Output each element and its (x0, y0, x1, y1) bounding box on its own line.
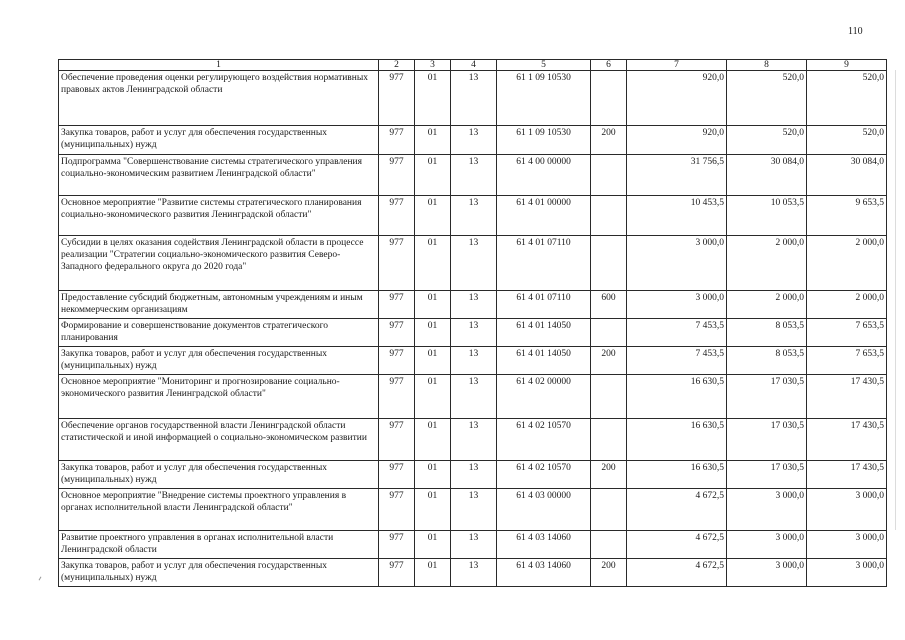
cell-admin-code: 977 (379, 559, 415, 587)
cell-admin-code: 977 (379, 236, 415, 291)
cell-subsection: 13 (451, 375, 497, 419)
cell-target-article: 61 4 01 14050 (497, 319, 591, 347)
row-name: Субсидии в целях оказания содействия Ленинградской области в процессе реализации "Стратегии социально-экономического развития Северо-Западного федерального округа до 2020 года" (59, 236, 379, 291)
row-name: Формирование и совершенствование документов стратегического планирования (59, 319, 379, 347)
cell-amount-col7: 3 000,0 (627, 291, 727, 319)
cell-section: 01 (415, 461, 451, 489)
row-name: Закупка товаров, работ и услуг для обеспечения государственных (муниципальных) нужд (59, 126, 379, 155)
scan-artifact (39, 577, 42, 581)
cell-target-article: 61 4 02 00000 (497, 375, 591, 419)
cell-amount-col7: 16 630,5 (627, 419, 727, 461)
row-name: Закупка товаров, работ и услуг для обеспечения государственных (муниципальных) нужд (59, 559, 379, 587)
header-col-8: 8 (727, 60, 807, 71)
row-name: Обеспечение проведения оценки регулирующего воздействия нормативных правовых актов Ленинградской области (59, 71, 379, 126)
table-row (59, 489, 887, 531)
cell-subsection: 13 (451, 126, 497, 155)
cell-section: 01 (415, 126, 451, 155)
cell-subsection: 13 (451, 347, 497, 375)
table-row (59, 461, 887, 489)
table-row (59, 319, 887, 347)
cell-amount-col8: 30 084,0 (727, 155, 807, 196)
cell-admin-code: 977 (379, 319, 415, 347)
cell-target-article: 61 4 01 07110 (497, 236, 591, 291)
cell-amount-col9: 520,0 (807, 126, 887, 155)
cell-amount-col7: 7 453,5 (627, 319, 727, 347)
cell-admin-code: 977 (379, 196, 415, 236)
cell-admin-code: 977 (379, 461, 415, 489)
cell-expense-type: 200 (591, 559, 627, 587)
cell-amount-col7: 10 453,5 (627, 196, 727, 236)
cell-amount-col8: 8 053,5 (727, 319, 807, 347)
cell-expense-type: 200 (591, 126, 627, 155)
row-name: Основное мероприятие "Развитие системы стратегического планирования социально-экономического развития Ленинградской области" (59, 196, 379, 236)
cell-amount-col8: 2 000,0 (727, 236, 807, 291)
cell-amount-col8: 17 030,5 (727, 375, 807, 419)
cell-section: 01 (415, 559, 451, 587)
header-col-4: 4 (451, 60, 497, 71)
header-col-7: 7 (627, 60, 727, 71)
table-row (59, 559, 887, 587)
table-row (59, 71, 887, 126)
cell-section: 01 (415, 419, 451, 461)
cell-amount-col9: 7 653,5 (807, 319, 887, 347)
cell-subsection: 13 (451, 155, 497, 196)
cell-amount-col8: 3 000,0 (727, 489, 807, 531)
header-col-9: 9 (807, 60, 887, 71)
cell-expense-type (591, 489, 627, 531)
header-col-1: 1 (59, 60, 379, 71)
cell-amount-col7: 16 630,5 (627, 461, 727, 489)
table-row (59, 347, 887, 375)
table-row (59, 236, 887, 291)
cell-amount-col8: 520,0 (727, 71, 807, 126)
row-name: Подпрограмма "Совершенствование системы стратегического управления социально-экономическим развитием Ленинградской области" (59, 155, 379, 196)
table-row (59, 375, 887, 419)
row-name: Предоставление субсидий бюджетным, автономным учреждениям и иным некоммерческим организациям (59, 291, 379, 319)
cell-target-article: 61 4 03 14060 (497, 531, 591, 559)
row-name: Развитие проектного управления в органах исполнительной власти Ленинградской области (59, 531, 379, 559)
cell-target-article: 61 4 02 10570 (497, 461, 591, 489)
table-row (59, 126, 887, 155)
header-row (59, 60, 887, 71)
cell-section: 01 (415, 375, 451, 419)
cell-expense-type (591, 196, 627, 236)
cell-subsection: 13 (451, 196, 497, 236)
cell-amount-col9: 30 084,0 (807, 155, 887, 196)
cell-amount-col8: 8 053,5 (727, 347, 807, 375)
cell-subsection: 13 (451, 71, 497, 126)
cell-target-article: 61 4 03 14060 (497, 559, 591, 587)
cell-amount-col9: 7 653,5 (807, 347, 887, 375)
cell-amount-col7: 31 756,5 (627, 155, 727, 196)
cell-amount-col9: 2 000,0 (807, 291, 887, 319)
cell-amount-col8: 2 000,0 (727, 291, 807, 319)
table-row (59, 419, 887, 461)
cell-admin-code: 977 (379, 126, 415, 155)
cell-target-article: 61 4 00 00000 (497, 155, 591, 196)
cell-amount-col8: 10 053,5 (727, 196, 807, 236)
cell-amount-col8: 520,0 (727, 126, 807, 155)
cell-admin-code: 977 (379, 531, 415, 559)
row-name: Закупка товаров, работ и услуг для обеспечения государственных (муниципальных) нужд (59, 461, 379, 489)
cell-amount-col9: 3 000,0 (807, 531, 887, 559)
cell-admin-code: 977 (379, 375, 415, 419)
cell-amount-col7: 4 672,5 (627, 489, 727, 531)
cell-target-article: 61 4 03 00000 (497, 489, 591, 531)
cell-amount-col7: 3 000,0 (627, 236, 727, 291)
header-col-2: 2 (379, 60, 415, 71)
row-name: Основное мероприятие "Внедрение системы проектного управления в органах исполнительной власти Ленинградской области" (59, 489, 379, 531)
cell-subsection: 13 (451, 531, 497, 559)
cell-admin-code: 977 (379, 347, 415, 375)
cell-amount-col9: 3 000,0 (807, 559, 887, 587)
table-row (59, 155, 887, 196)
page-number: 110 (848, 26, 863, 37)
cell-amount-col7: 920,0 (627, 71, 727, 126)
header-col-5: 5 (497, 60, 591, 71)
cell-subsection: 13 (451, 236, 497, 291)
cell-section: 01 (415, 319, 451, 347)
table-row (59, 291, 887, 319)
cell-expense-type (591, 319, 627, 347)
cell-amount-col8: 17 030,5 (727, 461, 807, 489)
cell-subsection: 13 (451, 559, 497, 587)
cell-expense-type: 200 (591, 461, 627, 489)
table-row (59, 531, 887, 559)
cell-subsection: 13 (451, 461, 497, 489)
cell-amount-col7: 16 630,5 (627, 375, 727, 419)
header-col-3: 3 (415, 60, 451, 71)
cell-expense-type (591, 155, 627, 196)
cell-target-article: 61 4 02 10570 (497, 419, 591, 461)
cell-amount-col9: 3 000,0 (807, 489, 887, 531)
row-name: Основное мероприятие "Мониторинг и прогнозирование социально-экономического развития Ленинградской области" (59, 375, 379, 419)
cell-subsection: 13 (451, 489, 497, 531)
cell-expense-type (591, 375, 627, 419)
cell-expense-type (591, 531, 627, 559)
cell-amount-col9: 17 430,5 (807, 419, 887, 461)
cell-expense-type: 200 (591, 347, 627, 375)
cell-admin-code: 977 (379, 71, 415, 126)
cell-expense-type (591, 71, 627, 126)
scan-margin-line (895, 70, 896, 530)
cell-section: 01 (415, 196, 451, 236)
cell-subsection: 13 (451, 291, 497, 319)
cell-amount-col8: 3 000,0 (727, 559, 807, 587)
header-col-6: 6 (591, 60, 627, 71)
cell-admin-code: 977 (379, 291, 415, 319)
cell-amount-col7: 4 672,5 (627, 559, 727, 587)
cell-section: 01 (415, 291, 451, 319)
cell-admin-code: 977 (379, 489, 415, 531)
table-row (59, 196, 887, 236)
cell-amount-col7: 920,0 (627, 126, 727, 155)
cell-amount-col7: 7 453,5 (627, 347, 727, 375)
cell-subsection: 13 (451, 419, 497, 461)
budget-table (58, 59, 887, 587)
cell-amount-col9: 2 000,0 (807, 236, 887, 291)
cell-section: 01 (415, 236, 451, 291)
cell-amount-col9: 520,0 (807, 71, 887, 126)
cell-expense-type: 600 (591, 291, 627, 319)
cell-section: 01 (415, 347, 451, 375)
cell-subsection: 13 (451, 319, 497, 347)
cell-section: 01 (415, 155, 451, 196)
cell-expense-type (591, 419, 627, 461)
cell-amount-col8: 17 030,5 (727, 419, 807, 461)
cell-target-article: 61 1 09 10530 (497, 71, 591, 126)
cell-amount-col9: 9 653,5 (807, 196, 887, 236)
row-name: Закупка товаров, работ и услуг для обеспечения государственных (муниципальных) нужд (59, 347, 379, 375)
cell-target-article: 61 4 01 00000 (497, 196, 591, 236)
cell-admin-code: 977 (379, 419, 415, 461)
cell-target-article: 61 4 01 14050 (497, 347, 591, 375)
cell-amount-col7: 4 672,5 (627, 531, 727, 559)
cell-target-article: 61 4 01 07110 (497, 291, 591, 319)
cell-amount-col9: 17 430,5 (807, 375, 887, 419)
row-name: Обеспечение органов государственной власти Ленинградской области статистической и иной информацией о социально-экономическом развитии (59, 419, 379, 461)
cell-target-article: 61 1 09 10530 (497, 126, 591, 155)
cell-section: 01 (415, 531, 451, 559)
cell-section: 01 (415, 71, 451, 126)
cell-amount-col9: 17 430,5 (807, 461, 887, 489)
cell-admin-code: 977 (379, 155, 415, 196)
cell-amount-col8: 3 000,0 (727, 531, 807, 559)
cell-expense-type (591, 236, 627, 291)
cell-section: 01 (415, 489, 451, 531)
